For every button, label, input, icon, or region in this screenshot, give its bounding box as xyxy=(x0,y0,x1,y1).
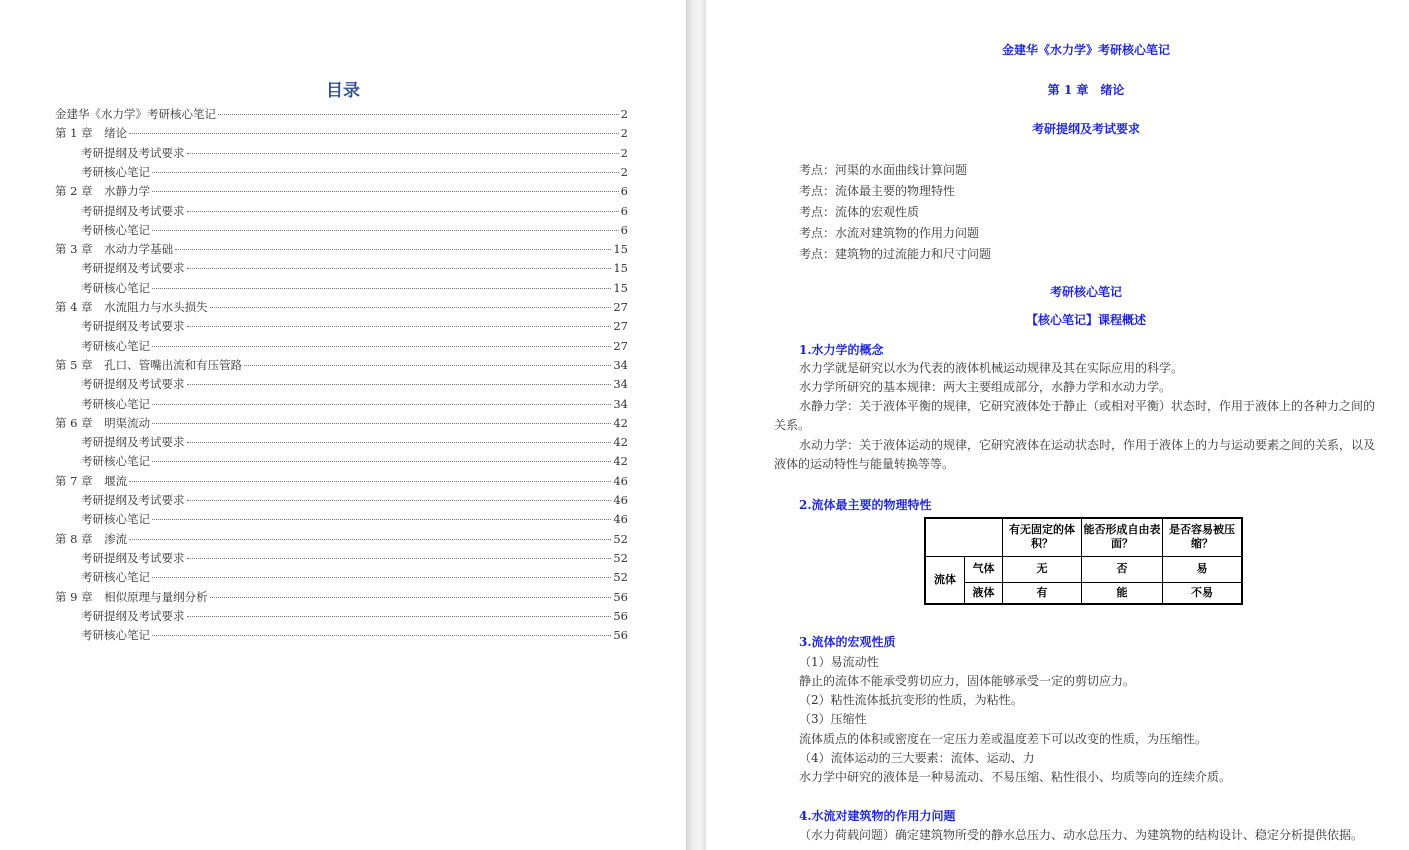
toc-entry-title: 考研核心笔记 xyxy=(81,338,150,353)
paragraph-line: （2）粘性流体抵抗变形的性质，为粘性。 xyxy=(799,693,1023,707)
toc-entry[interactable] xyxy=(81,318,628,337)
toc-entry-title: 考研提纲及考试要求 xyxy=(81,435,185,450)
toc-entry[interactable] xyxy=(55,589,628,608)
table-cell: 不易 xyxy=(1163,582,1243,604)
toc-dot-leader xyxy=(152,461,611,462)
table-corner-cell xyxy=(925,518,1003,556)
toc-page-number: 52 xyxy=(613,550,628,565)
toc-entry-title: 第 2 章 水静力学 xyxy=(55,184,151,199)
paragraph-line: 静止的流体不能承受剪切应力，固体能够承受一定的剪切应力。 xyxy=(799,674,1136,688)
toc-entry[interactable] xyxy=(55,415,628,434)
toc-entry[interactable] xyxy=(81,569,628,588)
table-group-cell: 流体 xyxy=(925,556,965,604)
toc-entry-title: 考研提纲及考试要求 xyxy=(81,377,185,392)
toc-entry-title: 考研提纲及考试要求 xyxy=(81,608,185,623)
toc-entry[interactable] xyxy=(81,222,628,241)
toc-entry[interactable] xyxy=(81,260,628,279)
toc-entry[interactable] xyxy=(81,608,628,627)
paragraph-line: （4）流体运动的三大要素：流体、运动、力 xyxy=(799,751,1035,765)
toc-entry-title: 考研核心笔记 xyxy=(81,570,150,585)
toc-entry[interactable] xyxy=(81,453,628,472)
toc-dot-leader xyxy=(152,577,611,578)
kaodian-item: 考点：建筑物的过流能力和尺寸问题 xyxy=(799,247,992,261)
toc-entry[interactable] xyxy=(81,492,628,511)
paragraph-line: 流体质点的体积或密度在一定压力差或温度差下可以改变的性质，为压缩性。 xyxy=(799,732,1208,746)
toc-dot-leader xyxy=(152,346,611,347)
section-title-notes: 考研核心笔记 xyxy=(1049,285,1122,299)
toc-entry-title: 金建华《水力学》考研核心笔记 xyxy=(55,107,216,121)
toc-page-number: 46 xyxy=(613,473,628,488)
toc-page-number: 46 xyxy=(613,493,628,507)
toc-entry-title: 考研核心笔记 xyxy=(81,280,150,295)
toc-dot-leader xyxy=(187,500,612,501)
heading-2: 2.流体最主要的物理特性 xyxy=(799,498,932,512)
table-header-cell: 有无固定的体积？ xyxy=(1003,518,1082,556)
fluid-properties-table xyxy=(924,517,1243,605)
toc-page-number: 2 xyxy=(620,164,628,179)
toc-entry-title: 考研提纲及考试要求 xyxy=(81,203,185,218)
toc-entry-title: 考研提纲及考试要求 xyxy=(81,145,185,160)
toc-entry[interactable] xyxy=(81,550,628,569)
toc-entry[interactable] xyxy=(81,164,628,183)
toc-page-number: 15 xyxy=(613,280,628,295)
table-header-cell: 能否形成自由表面？ xyxy=(1082,518,1163,556)
toc-entry-title: 第 6 章 明渠流动 xyxy=(55,415,151,430)
table-cell: 无 xyxy=(1003,556,1082,582)
toc-entry[interactable] xyxy=(55,357,628,376)
toc-page-number: 6 xyxy=(620,203,628,218)
toc-dot-leader xyxy=(210,597,612,598)
toc-entry[interactable] xyxy=(81,627,628,646)
toc-dot-leader xyxy=(175,249,611,250)
paragraph: 水力学所研究的基本规律：两大主要组成部分，水静力学和水动力学。 xyxy=(799,380,1172,394)
toc-page-number: 2 xyxy=(620,145,628,160)
kaodian-item: 考点：水流对建筑物的作用力问题 xyxy=(799,226,980,240)
toc-dot-leader xyxy=(129,481,611,482)
toc-dot-leader xyxy=(187,384,612,385)
toc-page-number: 27 xyxy=(613,319,628,334)
toc-entry-title: 第 8 章 渗流 xyxy=(55,531,128,546)
toc-entry[interactable] xyxy=(55,473,628,492)
toc-page-number: 2 xyxy=(620,126,628,141)
heading-1: 1.水力学的概念 xyxy=(799,343,884,357)
kaodian-item: 考点：流体最主要的物理特性 xyxy=(799,184,956,198)
toc-page-number: 27 xyxy=(613,300,628,314)
toc-dot-leader xyxy=(187,268,612,269)
toc-page-number: 2 xyxy=(620,107,628,121)
toc-dot-leader xyxy=(152,172,619,173)
toc-entry[interactable] xyxy=(81,511,628,530)
toc-entry-title: 第 9 章 相似原理与量纲分析 xyxy=(55,589,208,604)
table-cell: 能 xyxy=(1082,582,1163,604)
toc-page-number: 27 xyxy=(613,338,628,353)
toc-entry-title: 第 1 章 绪论 xyxy=(55,126,128,141)
toc-entry[interactable] xyxy=(55,531,628,550)
toc-page-number: 42 xyxy=(613,454,628,469)
toc-page-number: 34 xyxy=(613,396,628,411)
kaodian-item: 考点：流体的宏观性质 xyxy=(799,205,920,219)
table-header-cell: 是否容易被压缩？ xyxy=(1163,518,1243,556)
toc-page-number: 56 xyxy=(613,608,628,623)
toc-dot-leader xyxy=(129,133,619,134)
paragraph: （水力荷载问题）确定建筑物所受的静水总压力、动水总压力、为建筑物的结构设计、稳定分析提供依据。 xyxy=(799,828,1364,842)
chapter-title: 第 1 章 绪论 xyxy=(1047,83,1125,97)
paragraph-line: （1）易流动性 xyxy=(799,655,879,669)
toc-title: 目录 xyxy=(326,81,360,101)
toc-entry-title: 考研提纲及考试要求 xyxy=(81,261,185,276)
toc-entry[interactable] xyxy=(55,183,628,202)
kaodian-item: 考点：河渠的水面曲线计算问题 xyxy=(799,163,968,177)
toc-entry-title: 考研核心笔记 xyxy=(81,222,150,237)
toc-page-number: 52 xyxy=(613,531,628,546)
toc-page-number: 6 xyxy=(620,222,628,237)
toc-page-number: 46 xyxy=(613,512,628,527)
toc-page-number: 52 xyxy=(613,570,628,585)
heading-3: 3.流体的宏观性质 xyxy=(799,635,896,649)
toc-entry[interactable] xyxy=(81,203,628,222)
toc-entry[interactable] xyxy=(81,376,628,395)
toc-page-number: 34 xyxy=(613,357,628,372)
toc-entry-title: 第 3 章 水动力学基础 xyxy=(55,242,174,257)
toc-dot-leader xyxy=(187,211,619,212)
toc-entry-title: 考研提纲及考试要求 xyxy=(81,493,185,507)
paragraph-line: 水力学中研究的液体是一种易流动、不易压缩、粘性很小、均质等向的连续介质。 xyxy=(799,770,1232,784)
toc-entry-title: 考研核心笔记 xyxy=(81,396,150,411)
toc-entry-title: 第 5 章 孔口、管嘴出流和有压管路 xyxy=(55,357,243,372)
table-cell: 有 xyxy=(1003,582,1082,604)
toc-page-number: 42 xyxy=(613,435,628,450)
toc-dot-leader xyxy=(218,114,619,115)
toc-dot-leader xyxy=(152,230,619,231)
toc-dot-leader xyxy=(152,519,611,520)
toc-dot-leader xyxy=(187,326,612,327)
toc-page-number: 34 xyxy=(613,377,628,392)
toc-dot-leader xyxy=(152,423,611,424)
toc-entry[interactable] xyxy=(81,396,628,415)
paragraph: 水力学就是研究以水为代表的液体机械运动规律及其在实际应用的科学。 xyxy=(799,361,1184,375)
notes-subtitle: 【核心笔记】课程概述 xyxy=(1025,313,1146,327)
toc-dot-leader xyxy=(152,404,611,405)
paragraph-line: （3）压缩性 xyxy=(799,712,867,726)
toc-entry[interactable] xyxy=(55,299,628,318)
table-row-label: 液体 xyxy=(965,582,1003,604)
toc-entry-title: 考研核心笔记 xyxy=(81,512,150,527)
toc-page-number: 56 xyxy=(613,628,628,643)
toc-page-number: 56 xyxy=(613,589,628,604)
toc-dot-leader xyxy=(187,442,612,443)
toc-dot-leader xyxy=(244,365,611,366)
heading-4: 4.水流对建筑物的作用力问题 xyxy=(799,809,956,823)
toc-entry[interactable] xyxy=(55,106,628,125)
toc-entry[interactable] xyxy=(81,338,628,357)
toc-entry-title: 考研核心笔记 xyxy=(81,454,150,469)
content-page xyxy=(706,0,1409,850)
toc-page xyxy=(0,0,686,850)
toc-entry-title: 考研提纲及考试要求 xyxy=(81,319,185,334)
toc-entry-title: 考研核心笔记 xyxy=(81,628,150,643)
toc-entry[interactable] xyxy=(81,280,628,299)
toc-entry[interactable] xyxy=(81,145,628,164)
table-row-label: 气体 xyxy=(965,556,1003,582)
toc-entry[interactable] xyxy=(55,241,628,260)
toc-page-number: 15 xyxy=(613,261,628,276)
toc-entry[interactable] xyxy=(81,434,628,453)
paragraph: 水静力学：关于液体平衡的规律，它研究液体处于静止（或相对平衡）状态时，作用于液体上的各种力之间的关系。 xyxy=(774,399,1376,432)
toc-page-number: 42 xyxy=(613,415,628,430)
page-gutter xyxy=(686,0,706,850)
toc-entry-title: 考研核心笔记 xyxy=(81,164,150,179)
toc-dot-leader xyxy=(152,288,611,289)
toc-dot-leader xyxy=(187,153,619,154)
toc-dot-leader xyxy=(187,558,612,559)
toc-dot-leader xyxy=(210,307,612,308)
toc-entry-title: 考研提纲及考试要求 xyxy=(81,550,185,565)
toc-entry-title: 第 7 章 堰流 xyxy=(55,473,128,488)
document-title: 金建华《水力学》考研核心笔记 xyxy=(1001,43,1170,57)
table-cell: 否 xyxy=(1082,556,1163,582)
section-title-outline: 考研提纲及考试要求 xyxy=(1031,122,1140,136)
paragraph: 水动力学：关于液体运动的规律，它研究液体在运动状态时，作用于液体上的力与运动要素之间的关系，以及液体的运动特性与能量转换等等。 xyxy=(774,438,1376,471)
toc-entry[interactable] xyxy=(55,125,628,144)
toc-entry-title: 第 4 章 水流阻力与水头损失 xyxy=(55,300,208,314)
toc-dot-leader xyxy=(187,616,612,617)
toc-page-number: 15 xyxy=(613,242,628,257)
toc-page-number: 6 xyxy=(620,184,628,199)
toc-dot-leader xyxy=(129,539,611,540)
table-cell: 易 xyxy=(1163,556,1243,582)
toc-dot-leader xyxy=(152,191,619,192)
toc-dot-leader xyxy=(152,635,611,636)
